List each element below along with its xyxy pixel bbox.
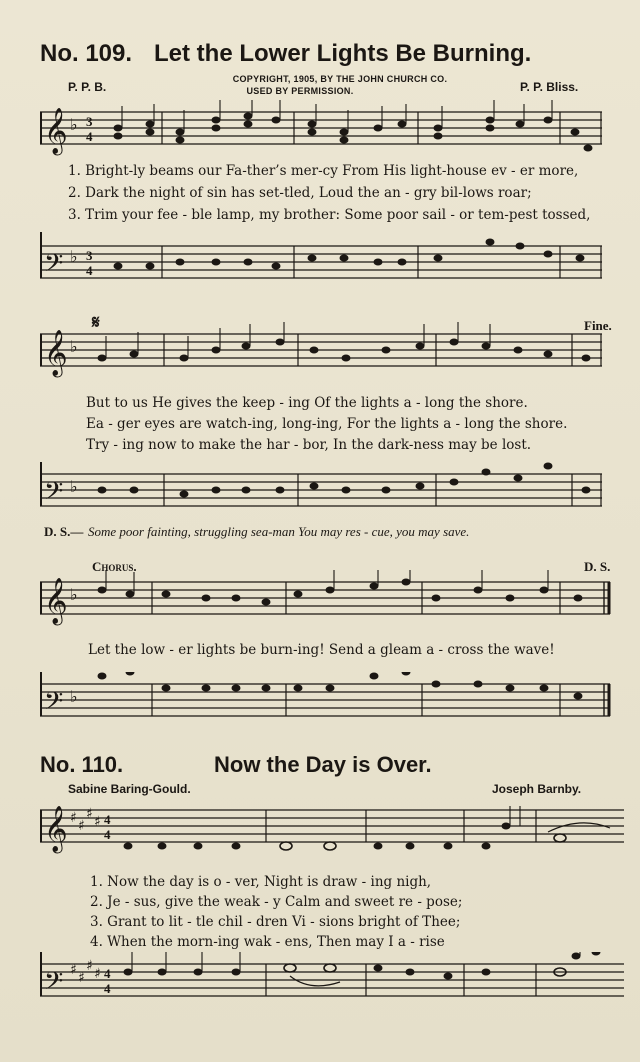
hymn-title: Now the Day is Over.: [214, 752, 432, 777]
svg-text:3: 3: [86, 248, 93, 263]
svg-text:𝄢: 𝄢: [44, 687, 64, 722]
treble-staff-chorus: [40, 570, 640, 630]
svg-text:♭: ♭: [70, 115, 78, 134]
verse-line: But to us He gives the keep - ing Of the lights a - long the shore.: [86, 395, 528, 411]
svg-text:♭: ♭: [70, 337, 78, 356]
segno-sign: 𝄋: [92, 312, 100, 332]
svg-text:4: 4: [104, 812, 111, 827]
hymn-number: No. 109.: [40, 40, 133, 67]
svg-text:♯: ♯: [94, 966, 101, 982]
verse-line: 3. Trim your fee - ble lamp, my brother: Some poor sail - or tem-pest tossed,: [68, 207, 591, 223]
bass-staff-system-1: [40, 232, 640, 302]
treble-staff-system-2: [40, 322, 640, 382]
svg-text:4: 4: [104, 981, 111, 996]
verse-line: 1. Bright-ly beams our Fa-ther’s mer-cy From His light-house ev - er more,: [68, 163, 579, 179]
svg-text:♯: ♯: [86, 806, 93, 822]
fine-marking: Fine.: [584, 318, 612, 333]
svg-text:♯: ♯: [78, 818, 85, 834]
music-credit: P. P. Bliss.: [520, 80, 579, 94]
svg-text:𝄞: 𝄞: [44, 108, 68, 154]
svg-text:𝄢: 𝄢: [44, 967, 64, 1002]
treble-staff-hymn-110: [40, 798, 640, 868]
svg-text:4: 4: [104, 966, 111, 981]
svg-text:𝄞: 𝄞: [44, 578, 68, 624]
chorus-label: Chorus.: [92, 559, 137, 574]
bass-staff-hymn-110: [40, 952, 640, 1022]
verse-line: 1. Now the day is o - ver, Night is draw - ing nigh,: [90, 874, 432, 890]
verse-line: 2. Je - sus, give the weak - y Calm and sweet re - pose;: [90, 894, 463, 910]
svg-text:♭: ♭: [70, 687, 78, 706]
verse-line: 4. When the morn-ing wak - ens, Then may I a - rise: [90, 934, 445, 950]
svg-text:♯: ♯: [94, 814, 101, 830]
verse-line: Try - ing now to make the har - bor, In the dark-ness may be lost.: [86, 437, 532, 453]
svg-text:♯: ♯: [70, 962, 77, 978]
treble-staff-system-1: [40, 100, 640, 160]
svg-text:𝄞: 𝄞: [44, 330, 68, 376]
chorus-lyric: Let the low - er lights be burn-ing! Send a gleam a - cross the wave!: [88, 642, 555, 658]
bass-staff-chorus: [40, 672, 640, 732]
svg-text:4: 4: [86, 263, 93, 278]
svg-text:♭: ♭: [70, 477, 78, 496]
copyright-line: COPYRIGHT, 1905, BY THE JOHN CHURCH CO.: [232, 74, 448, 84]
ds-lyric: Some poor fainting, struggling sea-man You may res - cue, you may save.: [88, 524, 470, 539]
ds-marking: D. S.: [584, 559, 611, 574]
svg-text:𝄢: 𝄢: [44, 477, 64, 512]
svg-text:♭: ♭: [70, 585, 78, 604]
verse-line: 2. Dark the night of sin has set-tled, Loud the an - gry bil-lows roar;: [68, 185, 532, 201]
svg-text:𝄞: 𝄞: [44, 806, 68, 852]
svg-text:4: 4: [86, 129, 93, 144]
music-credit: Joseph Barnby.: [492, 782, 582, 796]
svg-text:4: 4: [104, 827, 111, 842]
hymn-number: No. 110.: [40, 752, 124, 777]
words-credit: Sabine Baring-Gould.: [68, 782, 191, 796]
svg-text:♯: ♯: [70, 810, 77, 826]
svg-text:♭: ♭: [70, 247, 78, 266]
ds-label: D. S.—: [44, 524, 84, 539]
svg-text:♯: ♯: [86, 958, 93, 974]
svg-text:3: 3: [86, 114, 93, 129]
hymn-title: Let the Lower Lights Be Burning.: [154, 40, 532, 67]
bass-staff-system-2: [40, 462, 640, 522]
svg-text:𝄢: 𝄢: [44, 249, 64, 284]
svg-text:♯: ♯: [78, 970, 85, 986]
words-credit: P. P. B.: [68, 80, 107, 94]
verse-line: Ea - ger eyes are watch-ing, long-ing, For the lights a - long the shore.: [86, 416, 568, 432]
permission-line: USED BY PERMISSION.: [246, 86, 354, 96]
verse-line: 3. Grant to lit - tle chil - dren Vi - sions bright of Thee;: [90, 914, 461, 930]
